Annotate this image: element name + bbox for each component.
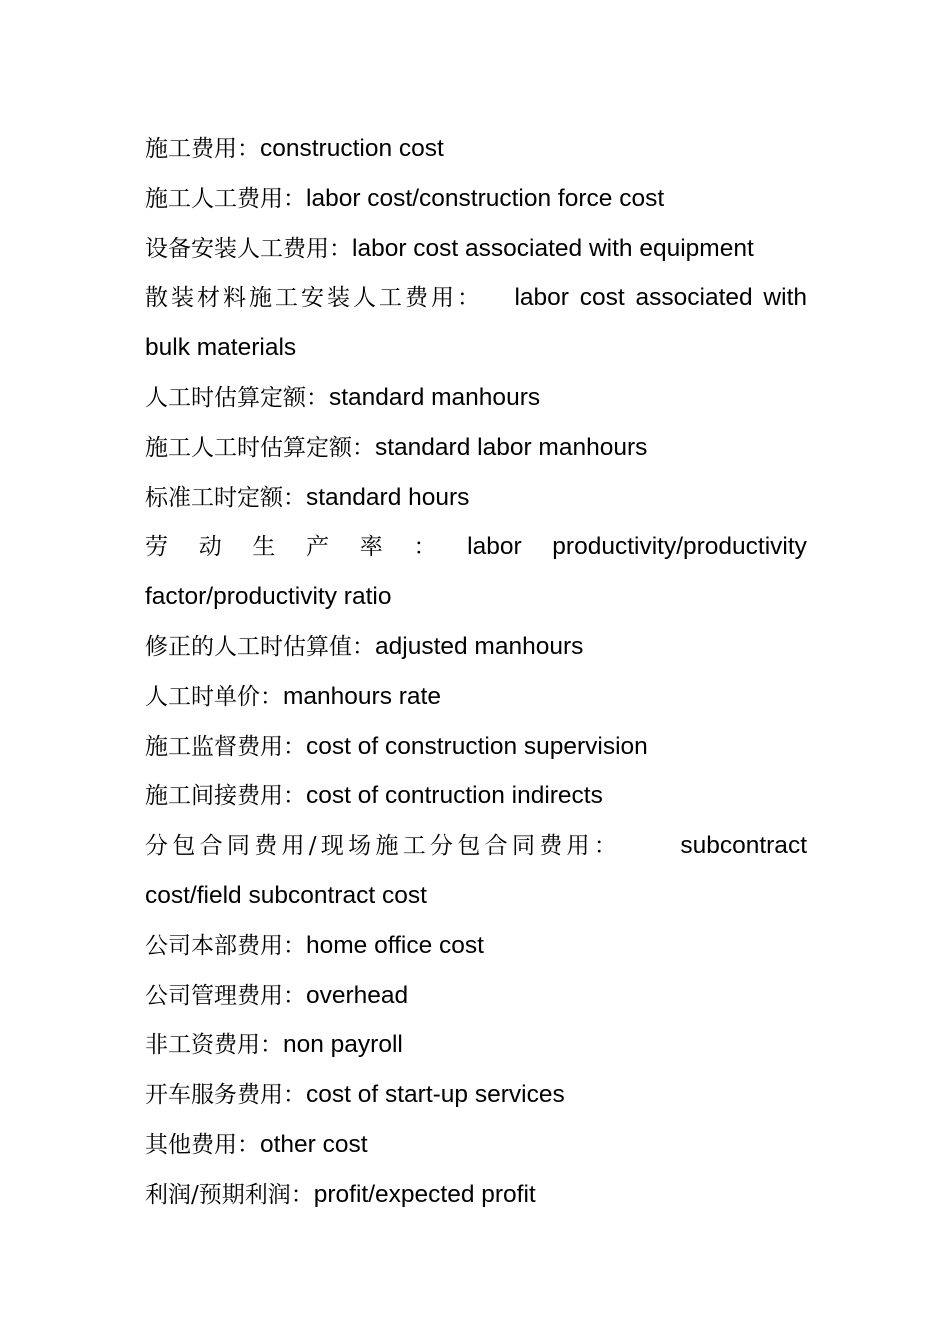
term-zh: 人工时估算定额： bbox=[145, 384, 329, 411]
glossary-entry bbox=[145, 273, 807, 323]
glossary-entry bbox=[145, 821, 807, 871]
term-en: home office cost bbox=[306, 931, 484, 959]
term-en-word: labor bbox=[467, 533, 522, 561]
term-en-continuation: factor/productivity ratio bbox=[145, 583, 392, 611]
glossary-entry bbox=[145, 672, 807, 722]
term-zh: 施工人工时估算定额： bbox=[145, 434, 375, 461]
term-zh: 公司本部费用： bbox=[145, 932, 306, 959]
term-zh-char: 产 bbox=[306, 534, 330, 561]
glossary-entry bbox=[145, 423, 807, 473]
glossary-entry bbox=[145, 1170, 807, 1220]
term-zh: 非工资费用： bbox=[145, 1032, 283, 1059]
glossary-entry bbox=[145, 124, 807, 174]
term-zh-char: 生 bbox=[252, 534, 276, 561]
term-en: labor cost/construction force cost bbox=[306, 184, 665, 212]
glossary-entry bbox=[145, 1020, 807, 1070]
term-zh: 分包合同费用/现场施工分包合同费用： bbox=[145, 833, 622, 860]
term-zh-char: ： bbox=[413, 534, 437, 561]
glossary-entry bbox=[145, 1120, 807, 1170]
term-en: non payroll bbox=[283, 1031, 403, 1059]
term-zh: 施工人工费用： bbox=[145, 185, 306, 212]
term-en: standard labor manhours bbox=[375, 433, 648, 461]
term-zh: 利润/预期利润： bbox=[145, 1181, 314, 1208]
term-en: labor cost associated with bbox=[514, 284, 807, 312]
glossary-entry bbox=[145, 622, 807, 672]
term-zh: 人工时单价： bbox=[145, 683, 283, 710]
term-en-continuation: bulk materials bbox=[145, 334, 297, 362]
term-en: profit/expected profit bbox=[313, 1180, 536, 1208]
term-en: labor cost associated with equipment bbox=[352, 234, 754, 262]
glossary-entry-continuation bbox=[145, 572, 807, 622]
glossary-entry-continuation bbox=[145, 323, 807, 373]
term-zh: 散装材料施工安装人工费用： bbox=[145, 285, 483, 312]
glossary-entry-continuation bbox=[145, 871, 807, 921]
term-en: cost of construction supervision bbox=[306, 732, 648, 760]
term-zh: 施工间接费用： bbox=[145, 783, 306, 810]
glossary-entry bbox=[145, 473, 807, 523]
term-en-word: productivity/productivity bbox=[552, 533, 807, 561]
term-zh: 修正的人工时估算值： bbox=[145, 633, 375, 660]
term-zh-char: 率 bbox=[359, 534, 383, 561]
term-zh: 开车服务费用： bbox=[145, 1082, 306, 1109]
term-en: other cost bbox=[260, 1130, 368, 1158]
term-zh: 其他费用： bbox=[145, 1131, 260, 1158]
glossary-entry bbox=[145, 224, 807, 274]
glossary-entry bbox=[145, 722, 807, 772]
glossary-entry bbox=[145, 921, 807, 971]
term-en: cost of start-up services bbox=[306, 1081, 565, 1109]
term-en: manhours rate bbox=[283, 682, 441, 710]
glossary-entry bbox=[145, 771, 807, 821]
term-zh: 标准工时定额： bbox=[145, 484, 306, 511]
term-en: cost of contruction indirects bbox=[306, 782, 603, 810]
glossary-entry bbox=[145, 1070, 807, 1120]
term-en: standard hours bbox=[306, 483, 470, 511]
term-zh: 设备安装人工费用： bbox=[145, 235, 352, 262]
term-zh-char: 动 bbox=[198, 534, 222, 561]
term-en-continuation: cost/field subcontract cost bbox=[145, 881, 427, 909]
glossary-list bbox=[145, 124, 807, 1220]
term-en: adjusted manhours bbox=[375, 632, 584, 660]
term-en: overhead bbox=[306, 981, 409, 1009]
glossary-entry bbox=[145, 373, 807, 423]
term-zh-char: 劳 bbox=[145, 534, 168, 561]
term-en: standard manhours bbox=[329, 383, 541, 411]
term-zh: 施工费用： bbox=[145, 136, 260, 162]
glossary-entry bbox=[145, 971, 807, 1021]
term-zh: 公司管理费用： bbox=[145, 982, 306, 1009]
glossary-entry bbox=[145, 522, 807, 572]
term-zh: 施工监督费用： bbox=[145, 733, 306, 760]
term-en: construction cost bbox=[260, 135, 444, 162]
glossary-entry bbox=[145, 174, 807, 224]
term-en: subcontract bbox=[680, 832, 807, 860]
